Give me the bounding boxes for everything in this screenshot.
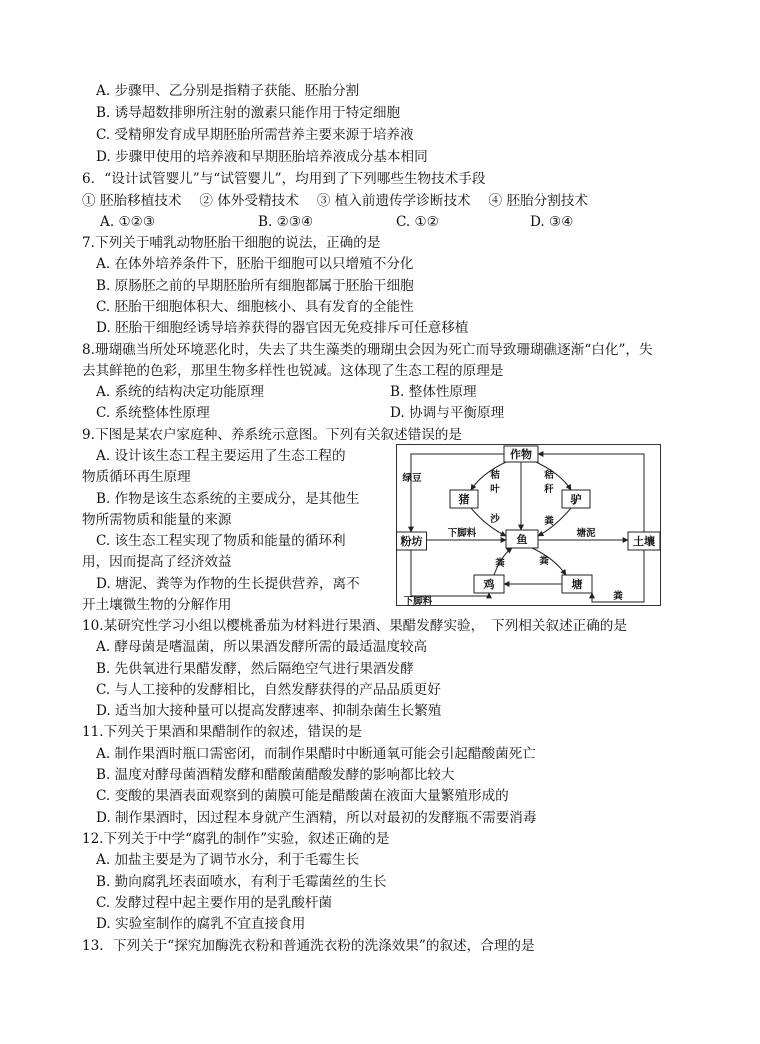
q10-option-d: D. 适当加大接种量可以提高发酵速率、抑制杂菌生长繁殖 <box>96 703 442 719</box>
q6-option-d: D. ③④ <box>530 214 574 230</box>
node-pond: 塘 <box>571 578 583 591</box>
q11-option-a: A. 制作果酒时瓶口需密闭，而制作果醋时中断通氧可能会引起醋酸菌死亡 <box>96 746 536 762</box>
q10-option-b: B. 先供氧进行果醋发酵，然后隔绝空气进行果酒发酵 <box>96 661 414 677</box>
q8-stem-line1: 8.珊瑚礁当所处环境恶化时，失去了共生藻类的珊瑚虫会因为死亡而导致珊瑚礁逐渐“白化”，失 <box>82 342 653 358</box>
q5-option-b: B. 诱导超数排卵所注射的激素只能作用于特定细胞 <box>96 105 401 121</box>
q11-stem: 11.下列关于果酒和果醋制作的叙述，错误的是 <box>82 724 362 740</box>
label-dung-bottom: 粪 <box>613 591 623 602</box>
q11-option-c: C. 变酸的果酒表面观察到的菌膜可能是醋酸菌在液面大量繁殖形成的 <box>96 788 509 804</box>
label-ye: 叶 <box>490 484 500 495</box>
q8-option-b: B. 整体性原理 <box>390 384 477 400</box>
label-byproduct-1: 下脚料 <box>447 528 477 539</box>
q5-option-a: A. 步骤甲、乙分别是指精子获能、胚胎分割 <box>96 83 360 99</box>
q10-option-a: A. 酵母菌是嗜温菌，所以果酒发酵所需的最适温度较高 <box>96 639 428 655</box>
q11-option-d: D. 制作果酒时，因过程本身就产生酒精，所以对最初的发酵瓶不需要消毒 <box>96 810 537 826</box>
q12-option-d: D. 实验室制作的腐乳不宜直接食用 <box>96 916 306 932</box>
q5-option-c: C. 受精卵发育成早期胚胎所需营养主要来源于培养液 <box>96 127 414 143</box>
q8-option-c: C. 系统整体性原理 <box>96 405 210 421</box>
label-dung-left: 粪 <box>495 558 505 569</box>
q10-stem: 10.某研究性学习小组以樱桃番茄为材料进行果酒、果醋发酵实验， 下列相关叙述正确的是 <box>82 618 627 634</box>
node-donkey: 驴 <box>570 493 582 506</box>
q7-option-c: C. 胚胎干细胞体积大、细胞核小、具有发育的全能性 <box>96 299 414 315</box>
node-crop: 作物 <box>510 448 532 461</box>
node-soil: 土壤 <box>633 535 655 548</box>
label-jie: 秸 <box>490 470 500 481</box>
label-byproduct-2: 下脚料 <box>403 596 433 606</box>
q8-option-a: A. 系统的结构决定功能原理 <box>96 384 264 400</box>
q6-option-a: A. ①②③ <box>100 214 156 230</box>
label-jing: 秆 <box>544 484 554 495</box>
q9-option-c-line1: C. 该生态工程实现了物质和能量的循环利 <box>96 533 346 549</box>
q9-option-d-line1: D. 塘泥、粪等为作物的生长提供营养，离不 <box>96 576 360 592</box>
q6-stem: 6．“设计试管婴儿”与“试管婴儿”，均用到了下列哪些生物技术手段 <box>82 171 486 187</box>
q9-option-c-line2: 用，因而提高了经济效益 <box>82 554 232 570</box>
q8-stem-line2: 去其鲜艳的色彩，那里生物多样性也锐减。这体现了生态工程的原理是 <box>82 363 504 379</box>
q7-option-a: A. 在体外培养条件下，胚胎干细胞可以只增殖不分化 <box>96 256 414 272</box>
label-pond-mud: 塘泥 <box>576 528 596 539</box>
q9-option-b-line1: B. 作物是该生态系统的主要成分，是其他生 <box>96 491 360 507</box>
q9-option-a-line1: A. 设计该生态工程主要运用了生态工程的 <box>96 448 346 464</box>
q7-option-b: B. 原肠胚之前的早期胚胎所有细胞都属于胚胎干细胞 <box>96 278 414 294</box>
node-mill: 粉坊 <box>400 535 423 548</box>
node-pig: 猪 <box>458 493 470 506</box>
q12-option-b: B. 勤向腐乳坯表面喷水，有利于毛霉菌丝的生长 <box>96 874 387 890</box>
q6-option-c: C. ①② <box>396 214 439 230</box>
label-sha: 沙 <box>490 514 500 525</box>
q7-stem: 7.下列关于哺乳动物胚胎干细胞的说法，正确的是 <box>82 235 381 251</box>
q12-option-a: A. 加盐主要是为了调节水分，利于毛霉生长 <box>96 852 360 868</box>
label-dung-mid: 粪 <box>539 556 549 567</box>
q12-stem: 12.下列关于中学“腐乳的制作”实验，叙述正确的是 <box>82 831 390 847</box>
q8-option-d: D. 协调与平衡原理 <box>390 405 505 421</box>
q11-option-b: B. 温度对酵母菌酒精发酵和醋酸菌醋酸发酵的影响都比较大 <box>96 767 455 783</box>
q9-stem: 9.下图是某农户家庭种、养系统示意图。下列有关叙述错误的是 <box>82 427 462 443</box>
diagram-frame <box>397 445 661 606</box>
q13-stem: 13．下列关于“探究加酶洗衣粉和普通洗衣粉的洗涤效果”的叙述，合理的是 <box>82 938 535 954</box>
q12-option-c: C. 发酵过程中起主要作用的是乳酸杆菌 <box>96 895 333 911</box>
q6-items: ① 胚胎移植技术 ② 体外受精技术 ③ 植入前遗传学诊断技术 ④ 胚胎分割技术 <box>82 193 589 209</box>
label-gan: 秸 <box>544 470 554 481</box>
q6-option-b: B. ②③④ <box>258 214 314 230</box>
q5-option-d: D. 步骤甲使用的培养液和早期胚胎培养液成分基本相同 <box>96 149 428 165</box>
label-dung-right: 粪 <box>544 516 554 527</box>
q9-option-d-line2: 开土壤微生物的分解作用 <box>82 597 232 613</box>
farming-system-diagram <box>396 444 661 606</box>
q7-option-d: D. 胚胎干细胞经诱导培养获得的器官因无免疫排斥可任意移植 <box>96 320 469 336</box>
q9-option-a-line2: 物质循环再生原理 <box>82 469 191 485</box>
q10-option-c: C. 与人工接种的发酵相比，自然发酵获得的产品品质更好 <box>96 682 441 698</box>
label-mung-bean: 绿豆 <box>402 473 422 484</box>
node-fish: 鱼 <box>516 533 528 546</box>
q9-option-b-line2: 物所需物质和能量的来源 <box>82 512 232 528</box>
node-chicken: 鸡 <box>483 578 495 591</box>
